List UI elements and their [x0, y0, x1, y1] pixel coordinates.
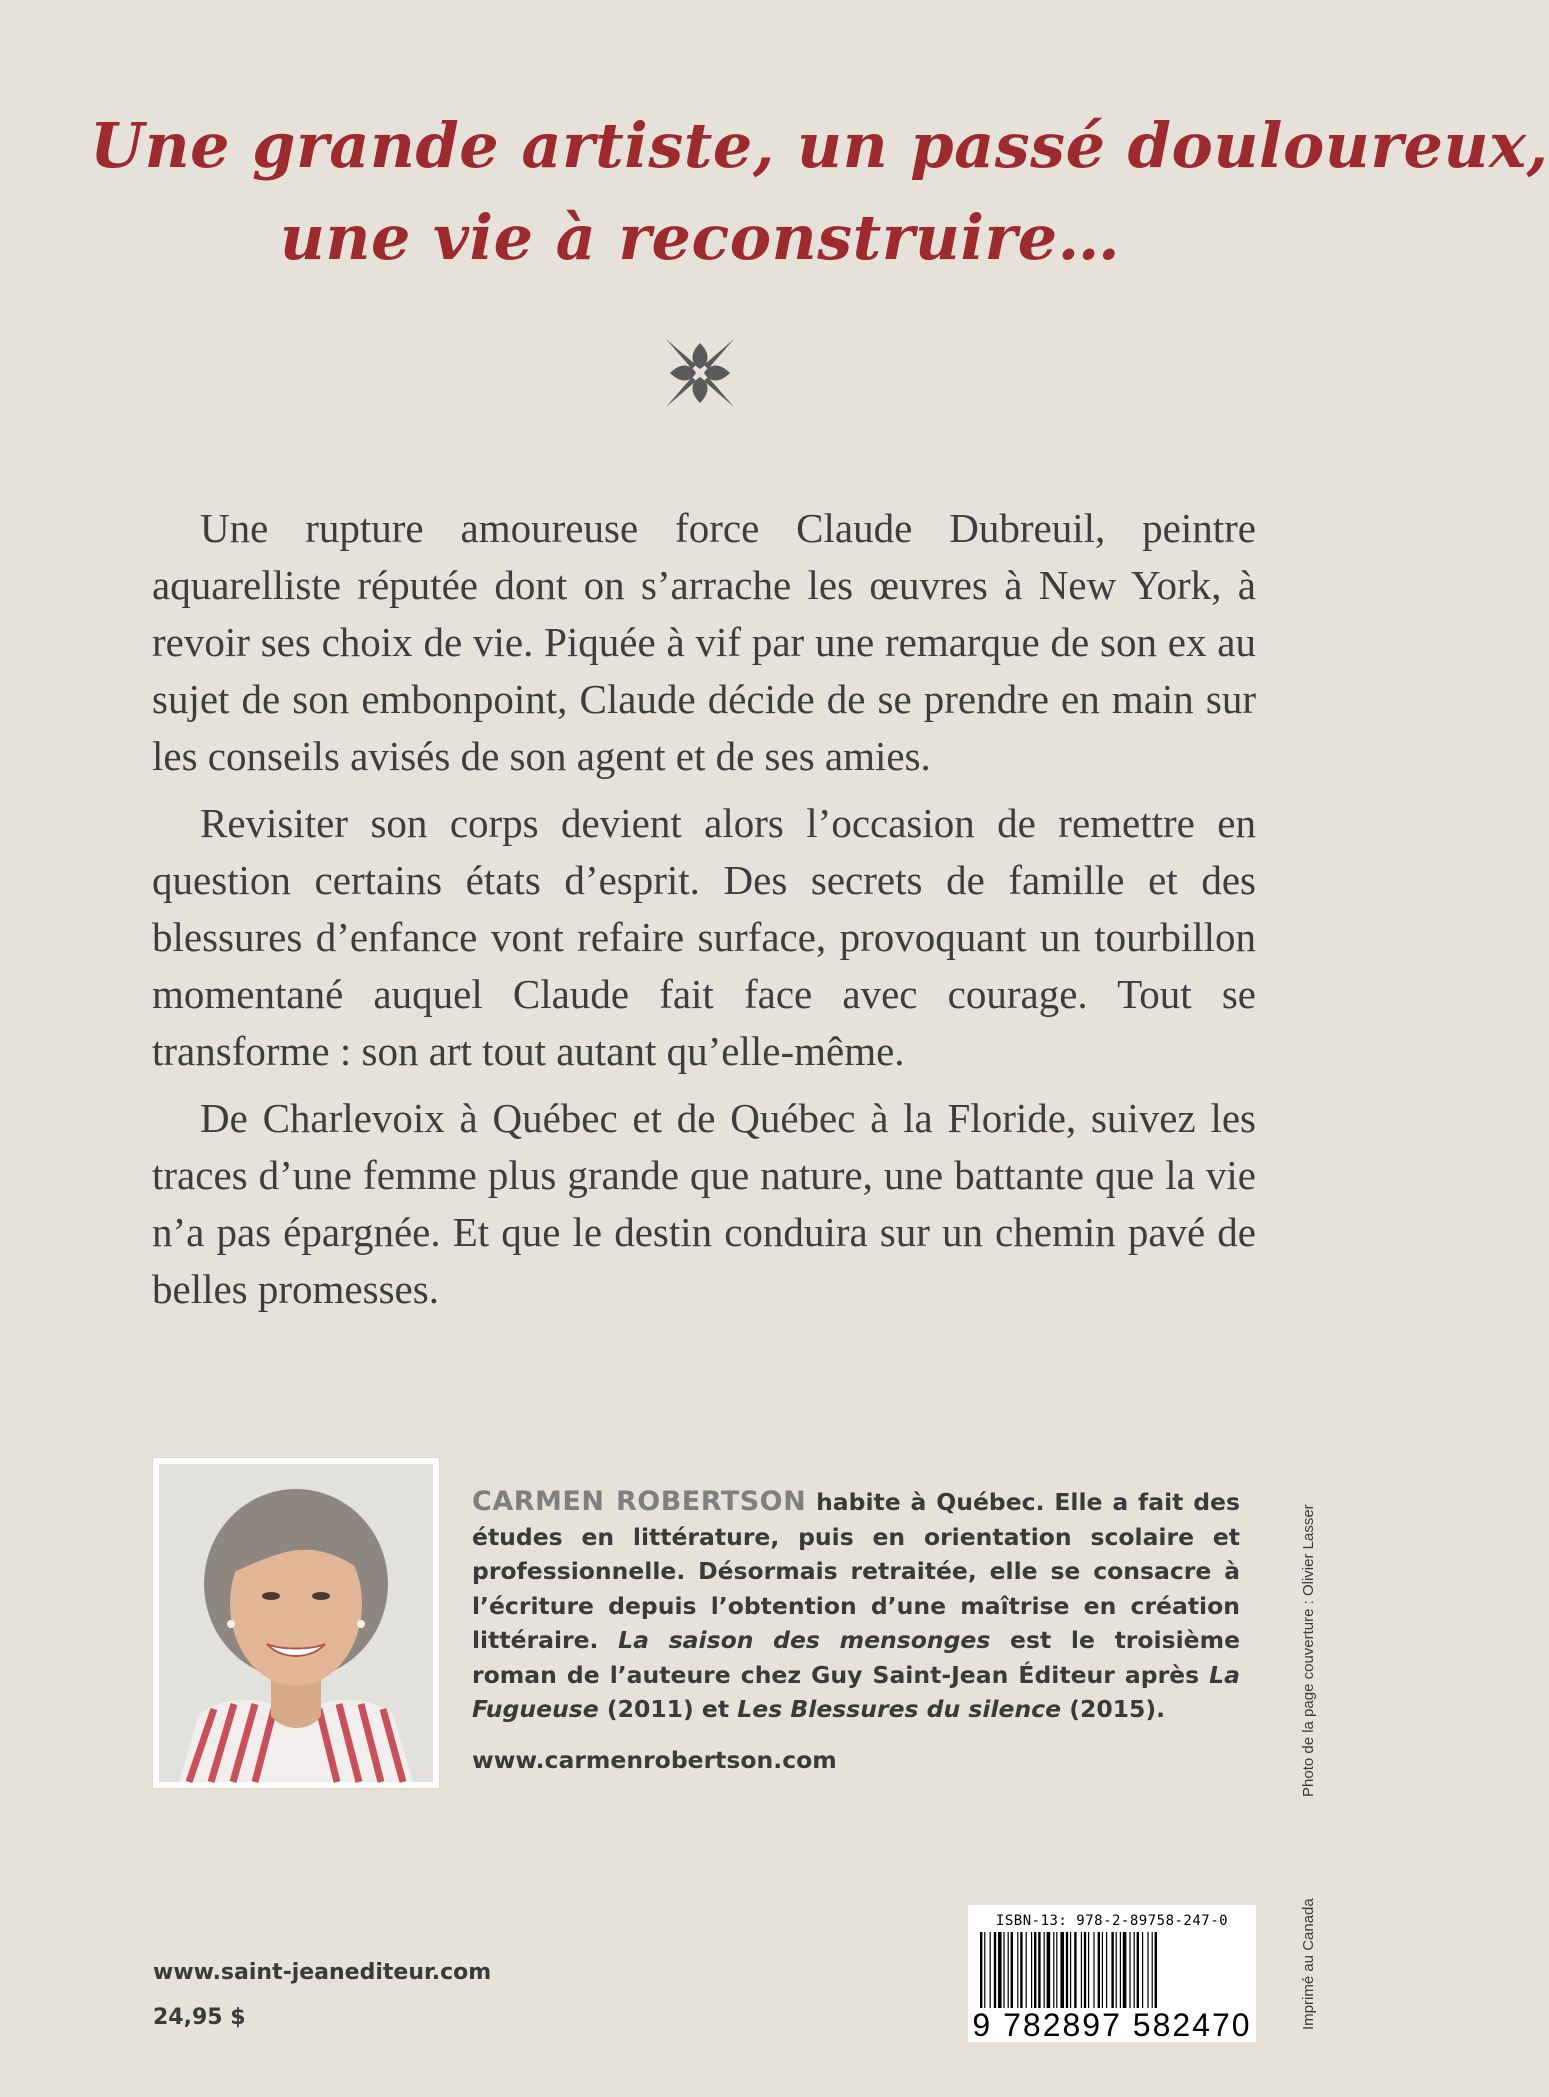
- barcode-bars: [978, 1932, 1246, 2008]
- flower-star-ornament-icon: [662, 335, 738, 411]
- synopsis-paragraph-1: Une rupture amoureuse force Claude Dubreuil, peintre aquarelliste réputée dont on s’arrache les œuvres à New York, à revoir ses choix de vie. Piquée à vif par une remarque de son ex au sujet de son embonpoint, Claude décide de se prendre en main sur les conseils avisés de son agent et de ses amies.: [152, 505, 1256, 779]
- bio-text-4: (2015).: [1061, 1695, 1166, 1723]
- bio-text-3: (2011) et: [598, 1695, 738, 1723]
- author-bio: [472, 1485, 1240, 1777]
- barcode-digits: 9 782897 582470: [972, 2007, 1252, 2043]
- tagline: [90, 100, 1549, 284]
- publisher-website-link[interactable]: www.saint-jeanediteur.com: [153, 1960, 492, 1985]
- book-title: La saison des mensonges: [618, 1626, 991, 1654]
- author-name: CARMEN ROBERTSON: [472, 1486, 807, 1517]
- printed-in-canada: Imprimé au Canada: [1300, 1898, 1317, 2030]
- tagline-line-2: une vie à reconstruire…: [279, 201, 1121, 274]
- synopsis: [152, 500, 1256, 1328]
- author-photo: [153, 1458, 439, 1788]
- isbn: ISBN-13: 978-2-89758-247-0: [995, 1913, 1229, 1929]
- synopsis-paragraph-2: Revisiter son corps devient alors l’occasion de remettre en question certains états d’esprit. Des secrets de famille et des blessures d’enfance vont refaire surface, provoquant un tourbillon momentané auquel Claude fait face avec courage. Tout se transforme : son art tout autant qu’elle-même.: [152, 800, 1256, 1074]
- previous-book-2: Les Blessures du silence: [737, 1695, 1062, 1723]
- author-website-link[interactable]: www.carmenrobertson.com: [472, 1745, 837, 1774]
- synopsis-paragraph-3: De Charlevoix à Québec et de Québec à la Floride, suivez les traces d’une femme plus grande que nature, une battante que la vie n’a pas épargnée. Et que le destin conduira sur un chemin pavé de belles promesses.: [152, 1095, 1256, 1312]
- photo-credit: Photo de la page couverture : Olivier Lasser: [1300, 1504, 1317, 1797]
- price: 24,95 $: [153, 2005, 246, 2030]
- bio-text-1: habite à Québec. Elle a fait des études en littérature, puis en orientation scolaire et professionnelle. Désormais retraitée, elle se consacre à l’écriture depuis l’obtention d’une maîtrise en création littéraire.: [472, 1488, 1240, 1654]
- bio-text-2: est le troisième roman de l’auteure chez Guy Saint-Jean Éditeur après: [472, 1626, 1241, 1689]
- barcode: [968, 1905, 1256, 2042]
- previous-book-1: La Fugueuse: [472, 1660, 1240, 1723]
- tagline-line-1: Une grande artiste, un passé douloureux,: [90, 109, 1549, 182]
